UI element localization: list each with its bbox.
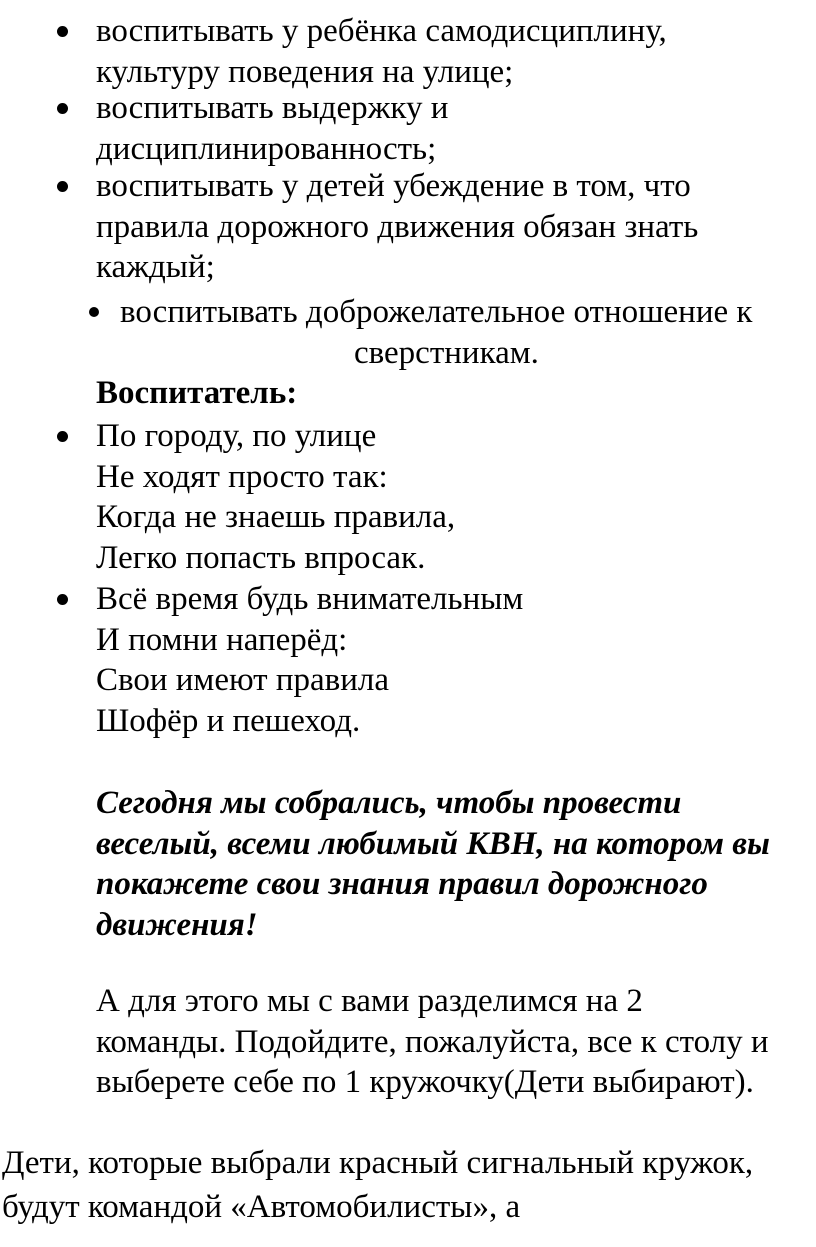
poem-line: Не ходят просто так:: [96, 458, 388, 495]
instruction-line: А для этого мы с вами разделимся на 2: [96, 983, 643, 1019]
bullet-icon: [57, 431, 68, 442]
speaker-label: Воспитатель:: [96, 375, 298, 411]
poem-line: Свои имеют правила: [96, 662, 390, 698]
instruction-line: выберете себе по 1 кружочку(Дети выбирают).: [96, 1064, 754, 1100]
emphasis-line: движения!: [96, 906, 258, 943]
final-line: будут командой «Автомобилисты», а: [2, 1189, 521, 1225]
poem-line: Легко попасть впросак.: [96, 539, 426, 576]
bullet-icon: [57, 181, 68, 192]
poem-stanza-1: [96, 416, 455, 578]
goal-line: воспитывать доброжелательное отношение к: [120, 294, 753, 330]
goal-line: дисциплинированность;: [96, 130, 437, 167]
final-line: Дети, которые выбрали красный сигнальный кружок,: [2, 1145, 754, 1181]
bullet-icon: [57, 103, 68, 114]
emphasis-paragraph: [96, 783, 770, 945]
goal-line: воспитывать у ребёнка самодисциплину,: [96, 13, 667, 49]
poem-line: И помни наперёд:: [96, 621, 348, 658]
instruction-paragraph: [96, 981, 769, 1103]
emphasis-line: Сегодня мы собрались, чтобы провести: [96, 785, 682, 821]
goal-line: каждый;: [96, 249, 215, 285]
goal-line: воспитывать выдержку и: [96, 90, 449, 126]
goal-item-2: [96, 88, 448, 169]
final-paragraph: [2, 1141, 753, 1229]
goal-line: правила дорожного движения обязан знать: [96, 208, 699, 245]
bullet-icon: [57, 26, 68, 37]
goal-item-1: [96, 11, 667, 92]
goal-item-4-continuation: [354, 333, 539, 374]
goal-line: сверстникам.: [354, 335, 539, 371]
goal-item-3: [96, 166, 698, 288]
instruction-line: команды. Подойдите, пожалуйста, все к столу и: [96, 1023, 769, 1060]
poem-line: По городу, по улице: [96, 418, 377, 454]
poem-line: Всё время будь внимательным: [96, 581, 524, 617]
emphasis-line: веселый, всеми любимый КВН, на котором вы: [96, 825, 770, 862]
goal-line: воспитывать у детей убеждение в том, что: [96, 168, 691, 204]
poem-line: Шофёр и пешеход.: [96, 702, 361, 739]
goal-line: культуру поведения на улице;: [96, 53, 514, 90]
poem-stanza-2: [96, 579, 523, 741]
bullet-icon: [89, 307, 99, 317]
bullet-icon: [57, 594, 68, 605]
goal-item-4: [120, 292, 752, 333]
poem-line: Когда не знаешь правила,: [96, 499, 456, 535]
emphasis-line: покажете свои знания правил дорожного: [96, 866, 708, 902]
